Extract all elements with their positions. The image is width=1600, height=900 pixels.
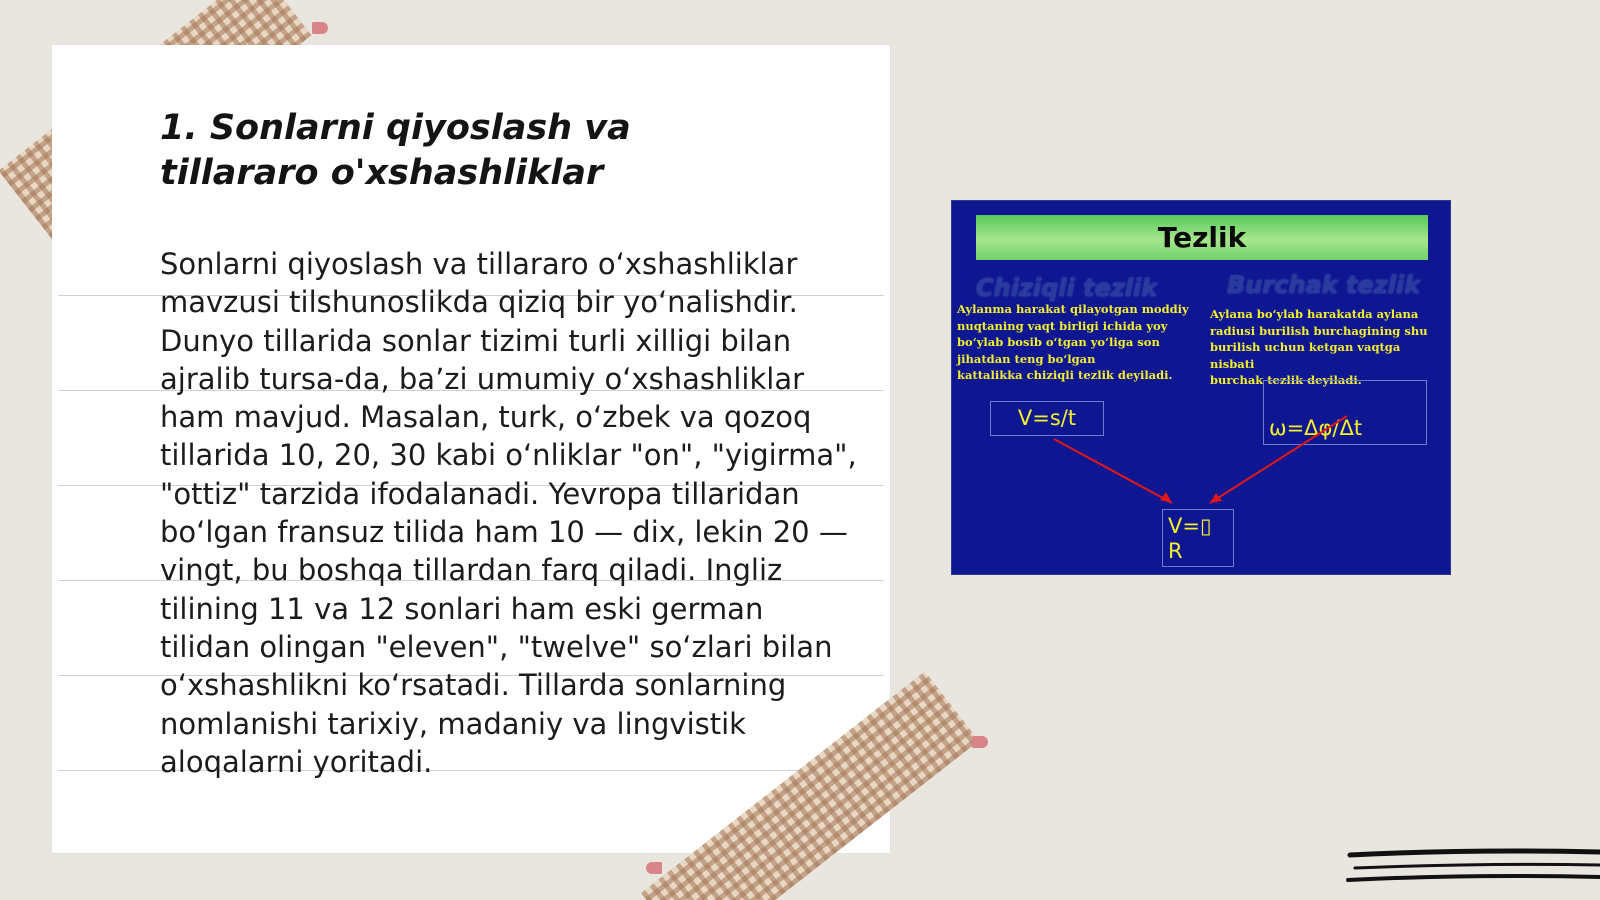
relation-arrows (952, 201, 1452, 576)
arrow-linear-to-relation (1054, 439, 1172, 503)
tezlik-slide-image (951, 200, 1451, 575)
arrow-angular-to-relation (1210, 416, 1347, 503)
linear-speed-title: Chiziqli tezlik (976, 274, 1158, 302)
angular-speed-definition: Aylana bo‘ylab harakatda aylana radiusi burilish burchagining shu burilish uchun ketgan vaqtga nisbati burchak tezlik deyiladi. (1210, 307, 1428, 387)
arrowhead-right (1210, 493, 1222, 503)
linear-speed-formula: V=s/t (990, 401, 1104, 436)
slide-header: Tezlik (976, 215, 1428, 260)
section-title: 1. Sonlarni qiyoslash va tillararo o'xshashliklar (160, 108, 631, 193)
tape-pin-top (312, 22, 328, 34)
angular-speed-formula: ω=Δφ/Δt (1263, 380, 1427, 445)
tape-pin-left (646, 862, 662, 874)
tape-pin-right (972, 736, 988, 748)
decorative-brush-lines (1340, 840, 1600, 900)
angular-speed-title: Burchak tezlik (1227, 271, 1421, 299)
body-paragraph: Sonlarni qiyoslash va tillararo o‘xshashliklar mavzusi tilshunoslikda qiziq bir yo‘nalishdir. Dunyo tillarida sonlar tizimi turli xilligi bilan ajralib tursa-da, ba’zi umumiy o‘xshashliklar ham mavjud. Masalan, turk, o‘zbek va qozoq tillarida 10, 20, 30 kabi o‘nliklar "on", "yigirma", "ottiz" tarzida ifodalanadi. Yevropa tillaridan bo‘lgan fransuz tilida ham 10 — dix, lekin 20 — vingt, bu boshqa tillardan farq qiladi. Ingliz tilining 11 va 12 sonlari ham eski german tilidan olingan "eleven", "twelve" so‘zlari bilan o‘xshashlikni ko‘rsatadi. Tillarda sonlarning nomlanishi tarixiy, madaniy va lingvistik aloqalarni yoritadi. (160, 247, 857, 779)
linear-speed-definition: Aylanma harakat qilayotgan moddiy nuqtaning vaqt birligi ichida yoy bo‘ylab bosib o‘tgan yo‘liga son jihatdan teng bo‘lgan kattalikka chiziqli tezlik deyiladi. (957, 302, 1189, 382)
relation-formula: V=▯ R (1162, 509, 1234, 567)
